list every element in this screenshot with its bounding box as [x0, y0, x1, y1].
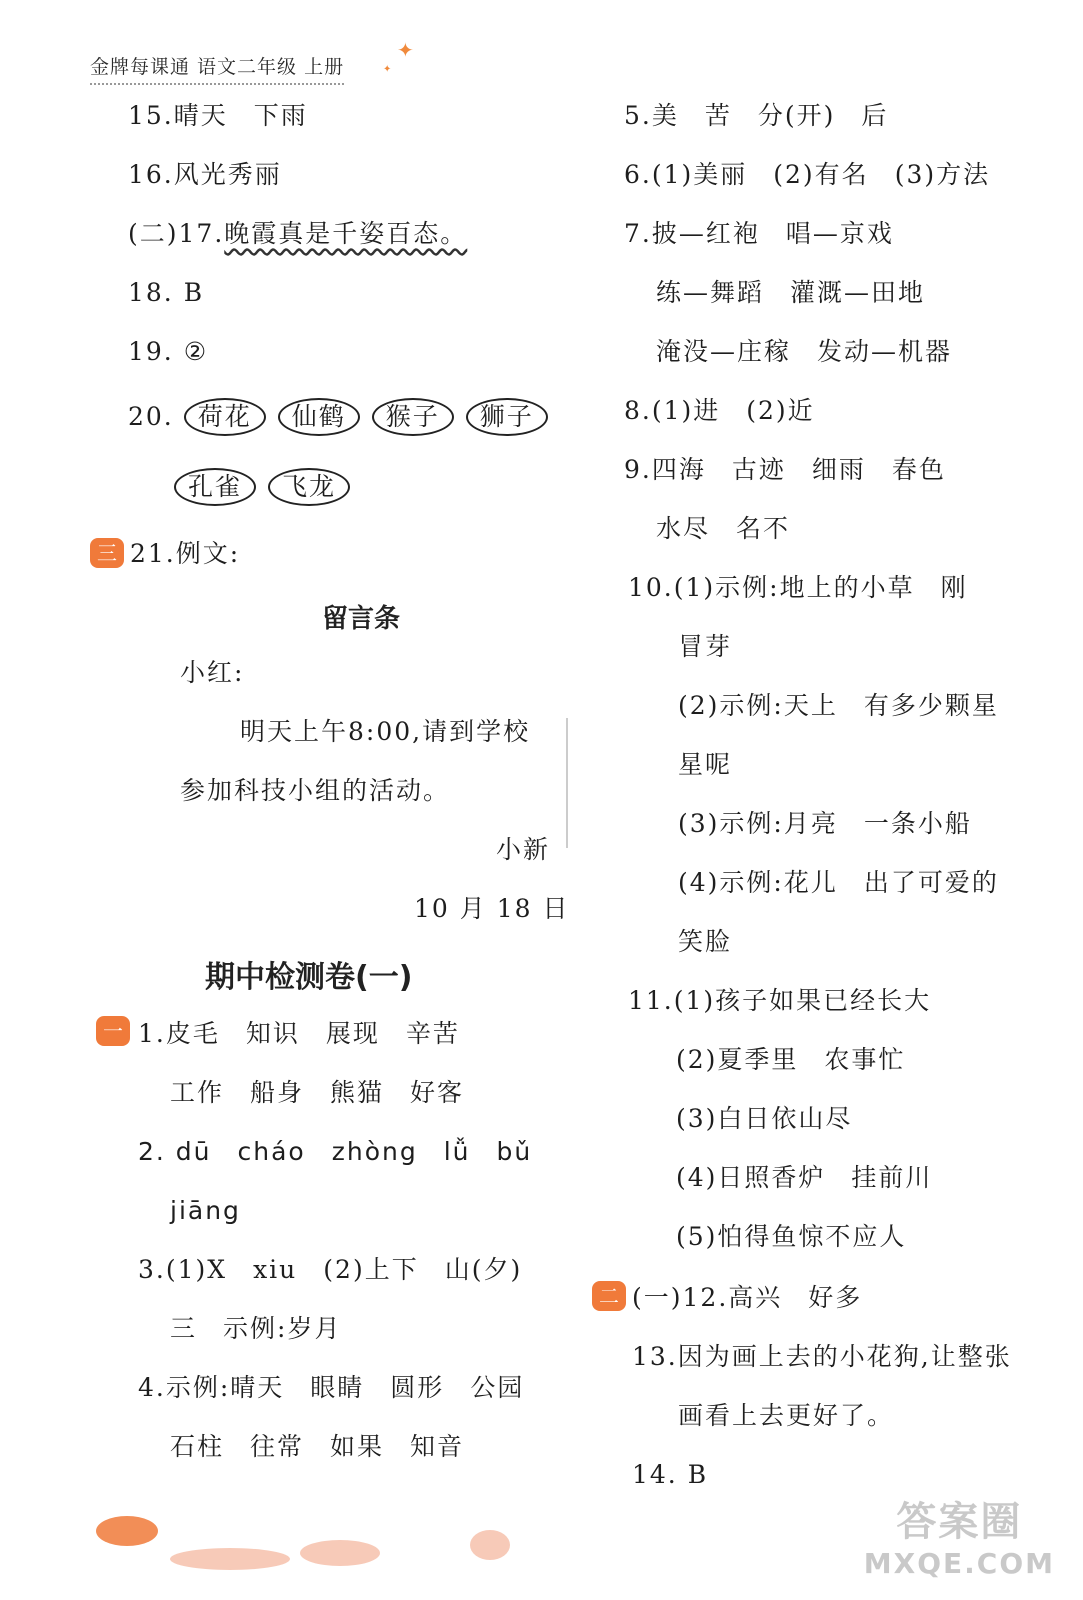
answer-14: 14. B: [632, 1460, 709, 1489]
answer-1-row1: 1.皮毛 知识 展现 辛苦: [138, 1019, 460, 1048]
answer-3-row1: 3.(1)X xiu (2)上下 山(夕): [138, 1255, 523, 1284]
answer-10-1a: 10.(1)示例:地上的小草 刚: [628, 573, 968, 602]
circled-word: 仙鹤: [278, 398, 360, 436]
answer-11-2: (2)夏季里 农事忙: [676, 1045, 906, 1074]
answer-10-2b: 星呢: [678, 750, 733, 779]
answer-18: 18. B: [128, 278, 205, 307]
note-line-2: 参加科技小组的活动。: [180, 776, 451, 805]
answer-9-row1: 9.四海 古迹 细雨 春色: [624, 455, 946, 484]
footer-decoration: [300, 1540, 380, 1566]
answer-7-row2: 练—舞蹈 灌溉—田地: [656, 278, 926, 307]
answer-10-4a: (4)示例:花儿 出了可爱的: [678, 868, 999, 897]
section-badge-3: 三: [90, 538, 124, 568]
answer-10-4b: 笑脸: [678, 927, 733, 956]
circled-word: 荷花: [184, 398, 266, 436]
answer-10-1b: 冒芽: [678, 632, 733, 661]
watermark-url: MXQE.COM: [863, 1547, 1055, 1580]
wavy-underlined-sentence: 晚霞真是千姿百态。: [224, 219, 468, 248]
answer-12: (一)12.高兴 好多: [632, 1283, 863, 1312]
sparkle-dot-icon: ✦: [383, 64, 392, 75]
answer-11-4: (4)日照香炉 挂前川: [676, 1163, 933, 1192]
answer-3-row2: 三 示例:岁月: [170, 1314, 342, 1343]
sparkle-icon: ✦: [397, 38, 414, 62]
note-line-1: 明天上午8:00,请到学校: [240, 717, 531, 746]
section-badge-2: 二: [592, 1281, 626, 1311]
note-signature: 小新: [496, 835, 551, 864]
divider: [566, 718, 568, 848]
answer-7-row1: 7.披—红袍 唱—京戏: [624, 219, 894, 248]
circled-word: 孔雀: [174, 468, 256, 506]
answer-21: 21.例文:: [130, 539, 241, 568]
book-header: 金牌每课通 语文二年级 上册: [90, 52, 344, 85]
section-badge-1: 一: [96, 1016, 130, 1046]
answer-13-row1: 13.因为画上去的小花狗,让整张: [632, 1342, 1012, 1371]
exam-title: 期中检测卷(一): [205, 960, 413, 995]
answer-17: (二)17.晚霞真是千姿百态。: [128, 219, 468, 248]
answer-20-row2: [174, 468, 362, 506]
answer-20-row1: 20. 荷花 仙鹤 猴子 狮子: [128, 398, 560, 436]
footer-decoration: [96, 1516, 158, 1546]
circled-word: 猴子: [372, 398, 454, 436]
note-recipient: 小红:: [180, 658, 245, 687]
answer-7-row3: 淹没—庄稼 发动—机器: [656, 337, 953, 366]
answer-11-5: (5)怕得鱼惊不应人: [676, 1222, 907, 1251]
answer-1-row2: 工作 船身 熊猫 好客: [170, 1078, 465, 1107]
answer-19: 19. ②: [128, 337, 209, 366]
answer-4-row1: 4.示例:晴天 眼睛 圆形 公园: [138, 1373, 525, 1402]
answer-16: 16.风光秀丽: [128, 160, 282, 189]
answer-15: 15.晴天 下雨: [128, 101, 308, 130]
watermark-logo: 答案圈: [896, 1499, 1023, 1545]
answer-11-3: (3)白日依山尽: [676, 1104, 853, 1133]
answer-10-3: (3)示例:月亮 一条小船: [678, 809, 972, 838]
note-title: 留言条: [322, 604, 401, 634]
answer-11-1: 11.(1)孩子如果已经长大: [628, 986, 932, 1015]
answer-4-row2: 石柱 往常 如果 知音: [170, 1432, 465, 1461]
answer-2-row2: jiāng: [170, 1196, 241, 1225]
footer-decoration: [470, 1530, 510, 1560]
note-date: 10 月 18 日: [414, 894, 570, 923]
circled-word: 飞龙: [268, 468, 350, 506]
answer-8: 8.(1)进 (2)近: [624, 396, 815, 425]
watermark: [864, 1490, 1055, 1580]
footer-decoration: [170, 1548, 290, 1570]
circled-word: 狮子: [466, 398, 548, 436]
answer-10-2a: (2)示例:天上 有多少颗星: [678, 691, 999, 720]
answer-6: 6.(1)美丽 (2)有名 (3)方法: [624, 160, 991, 189]
answer-9-row2: 水尽 名不: [656, 514, 791, 543]
answer-2-row1: 2. dū cháo zhòng lǚ bǔ: [138, 1137, 533, 1166]
answer-5: 5.美 苦 分(开) 后: [624, 101, 889, 130]
answer-13-row2: 画看上去更好了。: [678, 1401, 895, 1430]
